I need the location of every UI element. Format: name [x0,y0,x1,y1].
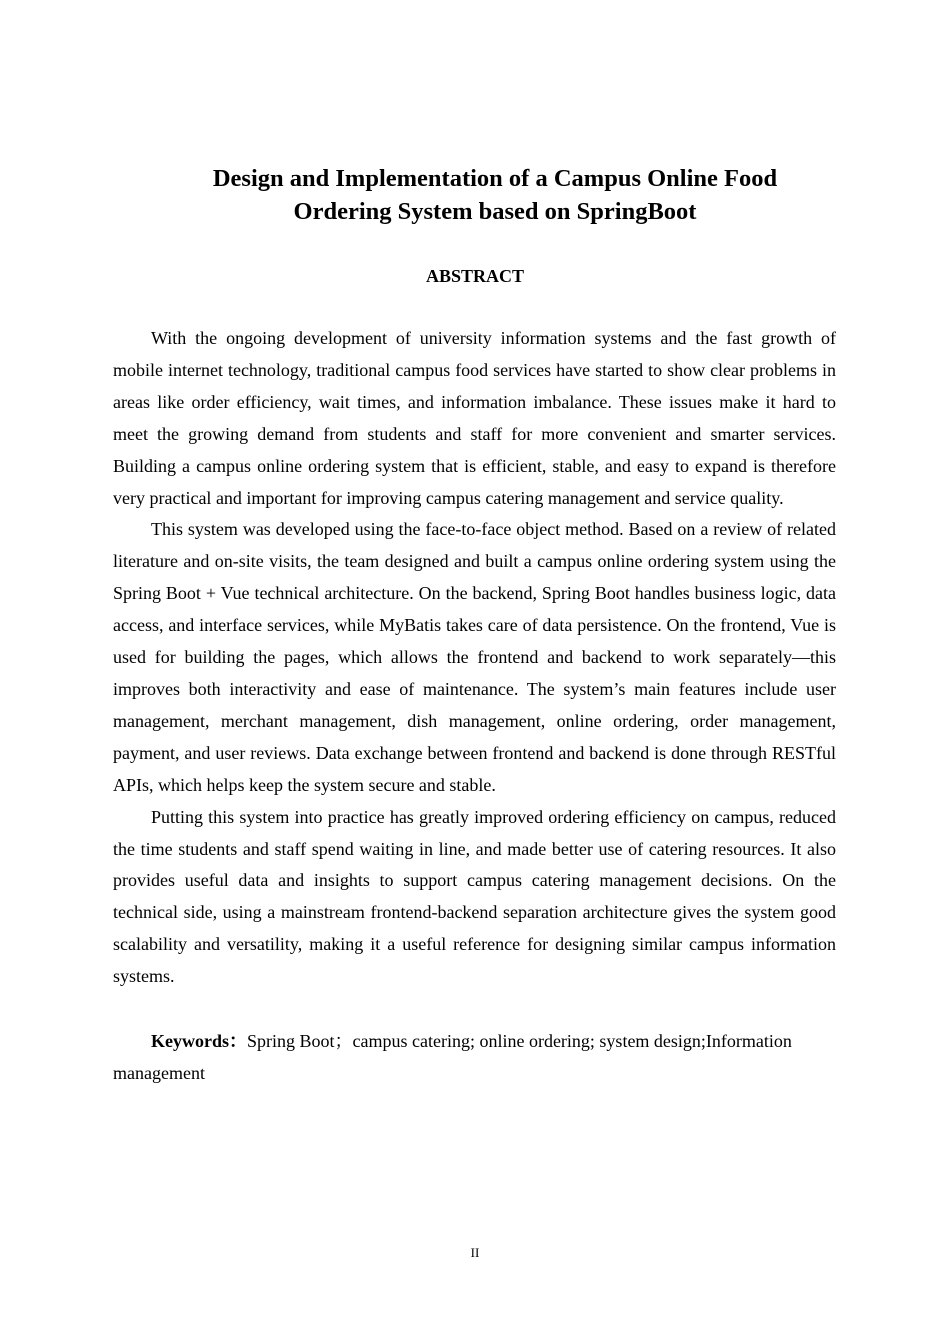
abstract-heading: ABSTRACT [425,266,525,286]
title-line-1: Design and Implementation of a Campus Online Food [212,165,778,192]
page-number: II [470,1245,480,1260]
abstract-paragraph-2: This system was developed using the face-to-face object method. Based on a review of related literature and on-site visits, the team designed and built a campus online ordering system using the Spring Boot + Vue technical architecture. On the backend, Spring Boot handles business logic, data access, and interface services, while MyBatis takes care of data persistence. On the frontend, Vue is used for building the pages, which allows the frontend and backend to work separately—this improves both interactivity and ease of maintenance. The system’s main features include user management, merchant management, dish management, online ordering, order management, payment, and user reviews. Data exchange between frontend and backend is done through RESTful APIs, which helps keep the system secure and stable. [113,519,836,795]
abstract-paragraph-1: With the ongoing development of university information systems and the fast growth of mobile internet technology, traditional campus food services have started to show clear problems in areas like order efficiency, wait times, and information imbalance. These issues make it hard to meet the growing demand from students and staff for more convenient and smarter services. Building a campus online ordering system that is efficient, stable, and easy to expand is therefore very practical and important for improving campus catering management and service quality. [113,328,836,508]
keywords-label: Keywords： [151,1031,247,1051]
title-line-2: Ordering System based on SpringBoot [293,198,697,225]
abstract-paragraph-3: Putting this system into practice has greatly improved ordering efficiency on campus, reduced the time students and staff spend waiting in line, and made better use of catering resources. It also provides useful data and insights to support campus catering management decisions. On the technical side, using a mainstream frontend-backend separation architecture gives the system good scalability and versatility, making it a useful reference for designing similar campus information systems. [113,806,836,987]
keywords-text: Spring Boot；campus catering; online ordering; system design;Information management [113,1031,792,1083]
abstract-body [113,323,836,993]
document-title [150,162,840,228]
keywords-line [113,1026,836,1090]
